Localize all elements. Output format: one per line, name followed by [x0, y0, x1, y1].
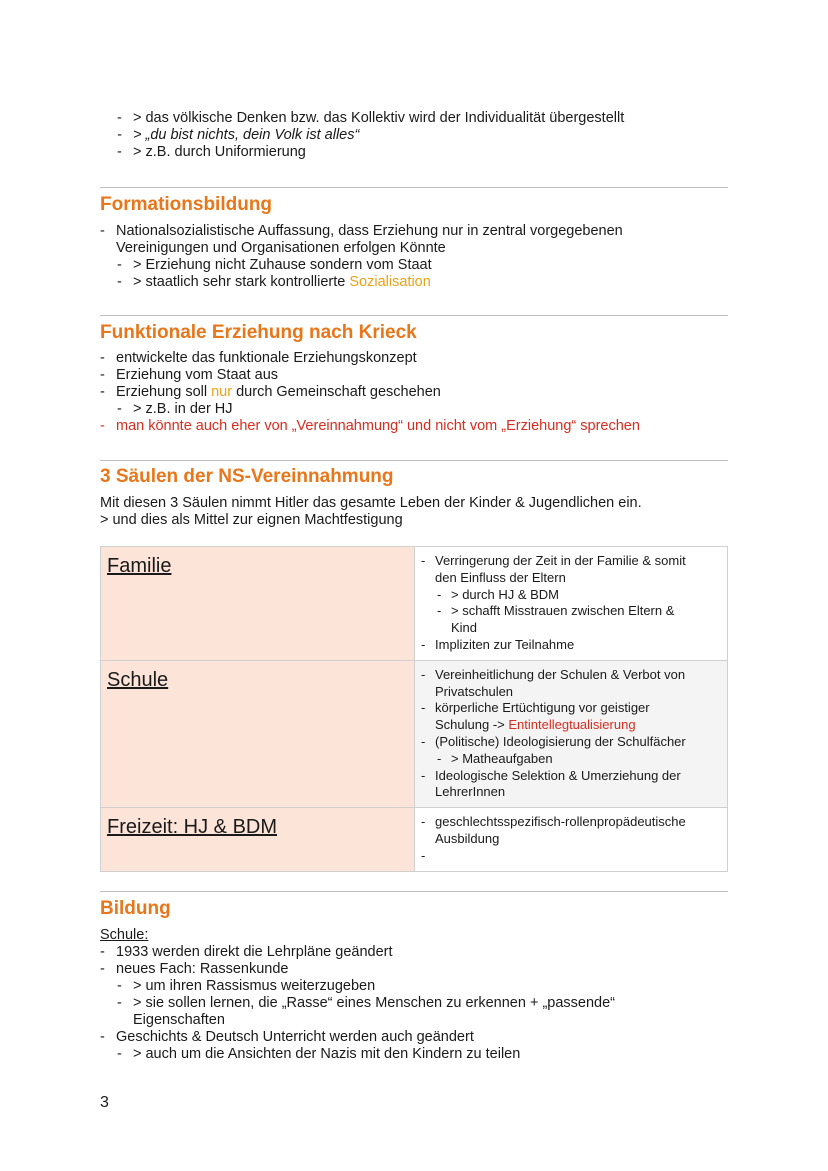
- freizeit-bullet-1-line-2: Ausbildung: [435, 830, 500, 846]
- schule-bullet-1: [435, 667, 721, 701]
- schule-bullet-4-line-1: Ideologische Selektion & Umerziehung der: [435, 767, 681, 783]
- pillar-desc-cell-schule: [415, 660, 728, 807]
- pillar-name-familie: Familie: [107, 555, 172, 577]
- familie-bullet-1-line-1: Verringerung der Zeit in der Familie & somit: [435, 553, 686, 568]
- section-divider-3: [100, 460, 728, 461]
- familie-bullet-2: [435, 637, 721, 654]
- formation-item-1-line-2: Vereinigungen und Organisationen erfolgen Könnte: [116, 240, 446, 256]
- pillars-table: [100, 546, 728, 872]
- intro-bullet-1: [133, 110, 624, 127]
- pillar-name-freizeit: Freizeit: HJ & BDM: [107, 816, 278, 839]
- familie-sub-1-text: > durch HJ & BDM: [451, 586, 560, 602]
- krieck-item-4: [116, 418, 640, 435]
- familie-bullet-1-line-2: den Einfluss der Eltern: [435, 569, 566, 585]
- pillar-name-cell-schule: [101, 660, 415, 807]
- schule-bullet-4-line-2: LehrerInnen: [435, 784, 506, 800]
- section-divider-2: [100, 315, 728, 316]
- section-divider-4: [100, 891, 728, 892]
- pillar-name-cell-freizeit: [101, 808, 415, 871]
- krieck-list: [116, 350, 640, 435]
- pillar-row-schule: [101, 660, 728, 807]
- pillar-row-freizeit: [101, 808, 728, 871]
- saeulen-intro-1: Mit diesen 3 Säulen nimmt Hitler das gesamte Leben der Kinder & Jugendlichen ein.: [100, 495, 642, 511]
- saeulen-intro-2: > und dies als Mittel zur eignen Machtfestigung: [100, 512, 403, 528]
- saeulen-heading: 3 Säulen der NS-Vereinnahmung: [100, 466, 394, 487]
- formation-heading: Formationsbildung: [100, 194, 273, 215]
- schule-bullet-2-line-1: körperliche Ertüchtigung vor geistiger: [435, 700, 650, 716]
- bildung-item-1: [116, 944, 615, 961]
- intro-list: [133, 110, 624, 161]
- intro-bullet-2: [133, 127, 624, 144]
- bildung-sub-3-text: > auch um die Ansichten der Nazis mit den Kindern zu teilen: [133, 1046, 521, 1062]
- bildung-sub-2-line-2: Eigenschaften: [133, 1012, 225, 1028]
- familie-sub-2-line-1: > schafft Misstrauen zwischen Eltern &: [451, 603, 675, 619]
- formation-sub-1: [133, 257, 623, 274]
- bildung-sub-2: [133, 995, 615, 1029]
- krieck-item-1-text: entwickelte das funktionale Erziehungskonzept: [116, 350, 417, 366]
- formation-sub-1-text: > Erziehung nicht Zuhause sondern vom Staat: [133, 257, 432, 273]
- formation-sub-2-highlight: Sozialisation: [349, 274, 431, 290]
- pillar-desc-cell-familie: [415, 547, 728, 661]
- freizeit-bullet-1-line-1: geschlechtsspezifisch-rollenpropädeutische: [435, 814, 686, 830]
- pillar-name-schule: Schule: [107, 668, 169, 691]
- krieck-item-4-text: man könnte auch eher von „Vereinnahmung“ und nicht vom „Erziehung“ sprechen: [116, 418, 640, 434]
- schule-list: [415, 661, 727, 807]
- krieck-item-2: [116, 367, 640, 384]
- schule-bullet-3: [435, 734, 721, 751]
- krieck-item-2-text: Erziehung vom Staat aus: [116, 367, 279, 383]
- krieck-item-3-suffix: durch Gemeinschaft geschehen: [232, 384, 441, 400]
- krieck-sub-1: [133, 401, 640, 418]
- familie-list: [415, 547, 727, 660]
- intro-bullet-3: [133, 144, 624, 161]
- formation-sub-2: [133, 274, 623, 291]
- schule-bullet-2: [435, 700, 721, 734]
- intro-bullet-3-text: > z.B. durch Uniformierung: [133, 144, 306, 160]
- intro-bullet-1-text: > das völkische Denken bzw. das Kollektiv wird der Individualität übergestellt: [133, 110, 625, 126]
- krieck-item-3-highlight: nur: [211, 384, 233, 400]
- bildung-sub-1-text: > um ihren Rassismus weiterzugeben: [133, 978, 376, 994]
- page-number: 3: [100, 1094, 109, 1111]
- krieck-heading: Funktionale Erziehung nach Krieck: [100, 322, 417, 343]
- freizeit-list: [415, 808, 727, 870]
- bildung-sub-2-line-1: > sie sollen lernen, die „Rasse“ eines Menschen zu erkennen + „passende“: [133, 995, 615, 1011]
- bildung-list: [116, 944, 615, 1063]
- formation-list: [116, 223, 623, 291]
- pillar-name-cell-familie: [101, 547, 415, 661]
- pillar-desc-cell-freizeit: [415, 808, 728, 871]
- bildung-sub-1: [133, 978, 615, 995]
- familie-sub-1: [435, 587, 721, 604]
- bildung-item-2: [116, 961, 615, 978]
- schule-bullet-4: [435, 768, 721, 802]
- bildung-item-3-text: Geschichts & Deutsch Unterricht werden auch geändert: [116, 1029, 474, 1045]
- krieck-item-1: [116, 350, 640, 367]
- krieck-item-3-prefix: Erziehung soll: [116, 384, 212, 400]
- schule-bullet-2-line-2: Schulung ->: [435, 717, 509, 733]
- freizeit-bullet-1: [435, 814, 721, 848]
- familie-sub-2-line-2: Kind: [451, 620, 478, 636]
- freizeit-bullet-2: [435, 848, 721, 865]
- schule-bullet-2-highlight: Entintellegtualisierung: [508, 717, 636, 733]
- bildung-heading: Bildung: [100, 898, 171, 919]
- krieck-sub-1-text: > z.B. in der HJ: [133, 401, 233, 417]
- schule-bullet-1-line-1: Vereinheitlichung der Schulen & Verbot von: [435, 666, 686, 682]
- familie-bullet-2-text: Impliziten zur Teilnahme: [435, 636, 575, 652]
- intro-bullet-2-text: > „du bist nichts, dein Volk ist alles“: [133, 127, 360, 143]
- schule-sub-1-text: > Matheaufgaben: [451, 750, 553, 766]
- formation-item-1: [116, 223, 623, 257]
- formation-sub-2-text: > staatlich sehr stark kontrollierte: [133, 274, 350, 290]
- bildung-item-3: [116, 1029, 615, 1046]
- familie-sub-2: [435, 603, 721, 637]
- schule-sub-1: [435, 751, 721, 768]
- schule-bullet-3-text: (Politische) Ideologisierung der Schulfächer: [435, 733, 686, 749]
- familie-bullet-1: [435, 553, 721, 587]
- bildung-item-2-text: neues Fach: Rassenkunde: [116, 961, 289, 977]
- formation-item-1-line-1: Nationalsozialistische Auffassung, dass Erziehung nur in zentral vorgegebenen: [116, 223, 623, 239]
- bildung-sub-3: [133, 1046, 615, 1063]
- section-divider-1: [100, 187, 728, 188]
- schule-bullet-1-line-2: Privatschulen: [435, 683, 514, 699]
- bildung-item-1-text: 1933 werden direkt die Lehrpläne geändert: [116, 944, 393, 960]
- pillar-row-familie: [101, 547, 728, 661]
- krieck-item-3: [116, 384, 640, 401]
- bildung-sublabel: Schule:: [100, 927, 149, 943]
